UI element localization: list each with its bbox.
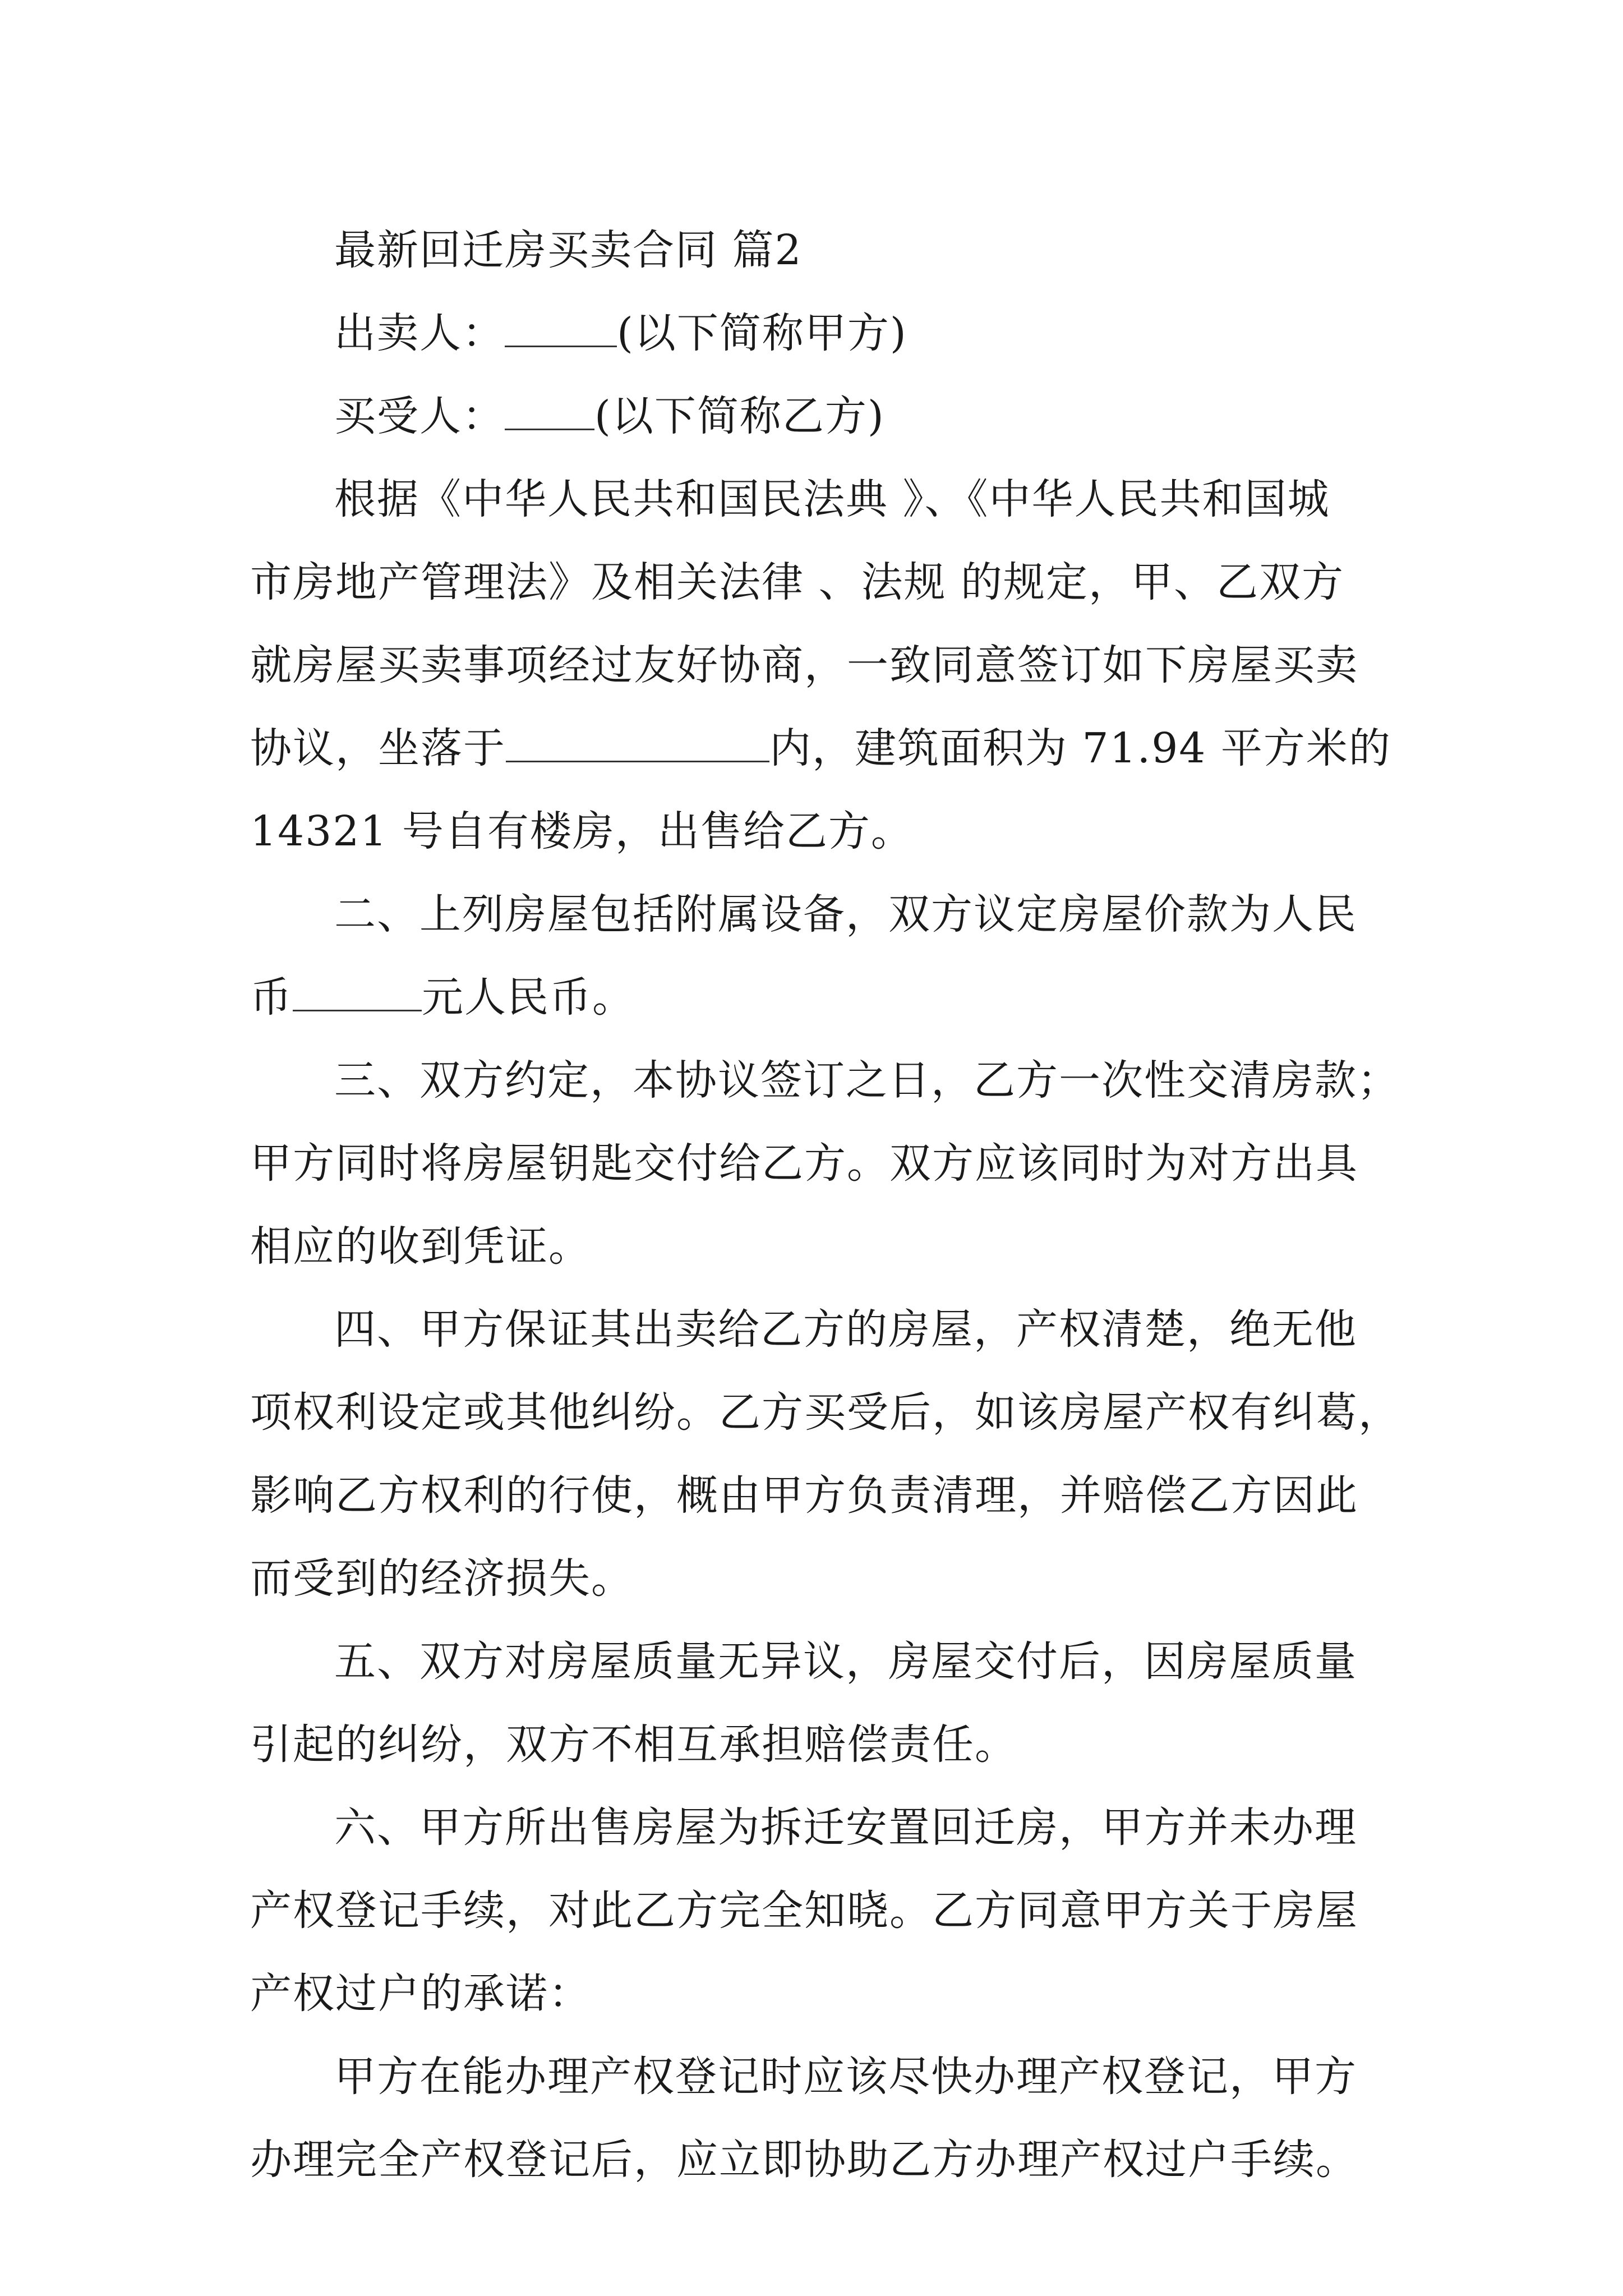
paragraph-3-line-1: 三、双方约定，本协议签订之日，乙方一次性交清房款； <box>334 1056 1400 1105</box>
buyer-blank <box>505 394 594 430</box>
paragraph-5-line-1: 五、双方对房屋质量无异议，房屋交付后，因房屋质量 <box>334 1637 1357 1686</box>
paragraph-4-line-1: 四、甲方保证其出卖给乙方的房屋，产权清楚，绝无他 <box>334 1305 1357 1354</box>
title-text: 最新回迁房买卖合同 篇2 <box>334 226 803 274</box>
paragraph-6-line-1: 六、甲方所出售房屋为拆迁安置回迁房，甲方并未办理 <box>334 1803 1357 1852</box>
price-blank <box>293 975 422 1011</box>
paragraph-3-line-2: 甲方同时将房屋钥匙交付给乙方。双方应该同时为对方出具 <box>250 1139 1358 1188</box>
area-text: 内，建筑面积为 71.94 平方米的 <box>769 724 1391 772</box>
paragraph-1-line-4 <box>250 707 1389 790</box>
paragraph-5-line-2: 引起的纠纷，双方不相互承担赔偿责任。 <box>250 1720 1017 1769</box>
paragraph-2-line-1: 二、上列房屋包括附属设备，双方议定房屋价款为人民 <box>334 890 1357 938</box>
seller-suffix: (以下简称甲方) <box>617 309 907 357</box>
buyer-suffix: (以下简称乙方) <box>594 392 885 440</box>
buyer-label: 买受人： <box>334 392 505 440</box>
document-title <box>250 209 1389 292</box>
contract-page <box>250 209 1401 2201</box>
paragraph-6-line-3: 产权过户的承诺： <box>250 1970 591 2018</box>
paragraph-3-line-3: 相应的收到凭证。 <box>250 1222 591 1271</box>
paragraph-4-line-4: 而受到的经济损失。 <box>250 1554 634 1603</box>
paragraph-1-line-5: 14321 号自有楼房，出售给乙方。 <box>250 807 914 855</box>
paragraph-6-line-2: 产权登记手续，对此乙方完全知晓。乙方同意甲方关于房屋 <box>250 1887 1358 1935</box>
location-label: 协议，坐落于 <box>250 724 506 772</box>
paragraph-2-line-2 <box>250 956 1389 1039</box>
paragraph-1-line-2: 市房地产管理法》及相关法律 、法规 的规定，甲、乙双方 <box>250 558 1345 606</box>
paragraph-1-line-1: 根据《中华人民共和国民法典 》、《中华人民共和国城 <box>334 475 1330 523</box>
paragraph-4-line-2: 项权利设定或其他纠纷。乙方买受后，如该房屋产权有纠葛， <box>250 1388 1401 1437</box>
seller-blank <box>505 311 617 347</box>
paragraph-7-line-2: 办理完全产权登记后，应立即协助乙方办理产权过户手续。 <box>250 2136 1358 2184</box>
location-blank <box>506 726 769 762</box>
currency-label: 币 <box>250 973 293 1022</box>
paragraph-4-line-3: 影响乙方权利的行使，概由甲方负责清理，并赔偿乙方因此 <box>250 1471 1358 1520</box>
seller-line <box>250 292 1389 375</box>
currency-unit: 元人民币。 <box>422 973 635 1022</box>
paragraph-1-line-3: 就房屋买卖事项经过友好协商，一致同意签订如下房屋买卖 <box>250 641 1358 689</box>
seller-label: 出卖人： <box>334 309 505 357</box>
buyer-line <box>250 375 1389 458</box>
paragraph-7-line-1: 甲方在能办理产权登记时应该尽快办理产权登记，甲方 <box>334 2053 1357 2101</box>
